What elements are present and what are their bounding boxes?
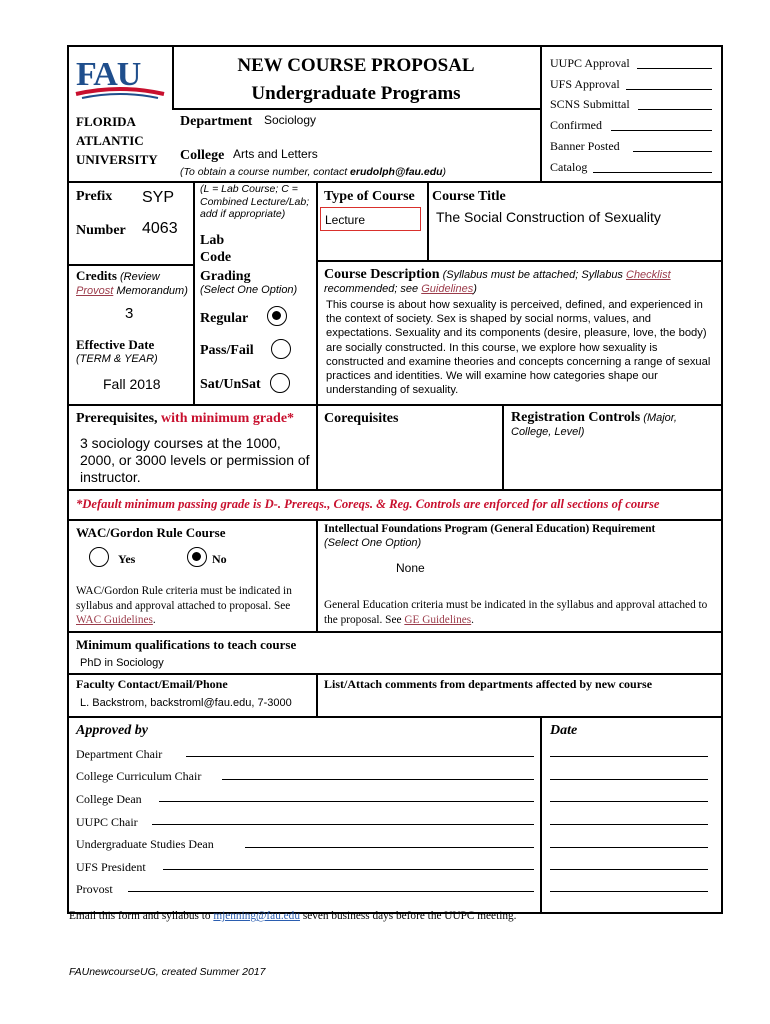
prerequisites-field[interactable]: 3 sociology courses at the 1000, 2000, or 3000 levels or permission of instructor. bbox=[80, 435, 310, 485]
ifp-label: Intellectual Foundations Program (General Education) Requirement bbox=[324, 523, 656, 535]
date-line-ufs-president[interactable] bbox=[550, 869, 708, 870]
signature-line-department-chair[interactable] bbox=[186, 756, 534, 757]
grading-passfail-label: Pass/Fail bbox=[200, 343, 254, 358]
prerequisites-label: Prerequisites, with minimum grade* bbox=[76, 411, 295, 426]
submit-email-link[interactable]: mjenning@fau.edu bbox=[213, 910, 300, 922]
faculty-contact-field[interactable]: L. Backstrom, backstroml@fau.edu, 7-3000 bbox=[80, 697, 292, 709]
date-line-undergraduate-studies-dean[interactable] bbox=[550, 847, 708, 848]
ifp-select[interactable]: None bbox=[396, 561, 425, 575]
effective-date-field[interactable]: Fall 2018 bbox=[103, 376, 161, 392]
department-field[interactable]: Sociology bbox=[264, 113, 317, 127]
signature-line-college-curriculum-chair[interactable] bbox=[222, 779, 534, 780]
date-line-college-dean[interactable] bbox=[550, 801, 708, 802]
email-instruction: Email this form and syllabus to mjenning@fau.edu seven business days before the UUPC meeting. bbox=[69, 910, 517, 922]
wac-criteria-note: WAC/Gordon Rule criteria must be indicated in syllabus and approval attached to proposal. See WAC Guidelines. bbox=[76, 585, 292, 626]
wac-guidelines-link[interactable]: WAC Guidelines bbox=[76, 614, 153, 626]
signature-line-provost[interactable] bbox=[128, 891, 534, 892]
signature-line-undergraduate-studies-dean[interactable] bbox=[245, 847, 534, 848]
grading-regular-radio[interactable] bbox=[267, 306, 287, 326]
syllabus-checklist-link[interactable]: Checklist bbox=[626, 269, 671, 281]
corequisites-label: Corequisites bbox=[324, 411, 399, 426]
course-title-label: Course Title bbox=[432, 189, 506, 204]
approval-scns: SCNS Submittal bbox=[550, 97, 630, 111]
syllabus-guidelines-link[interactable]: Guidelines bbox=[421, 283, 474, 295]
date-line-uupc-chair[interactable] bbox=[550, 824, 708, 825]
approval-catalog: Catalog bbox=[550, 160, 588, 174]
type-of-course-select[interactable] bbox=[320, 207, 421, 231]
grading-satunsat-radio[interactable] bbox=[270, 373, 290, 393]
date-line-department-chair[interactable] bbox=[550, 756, 708, 757]
form-created-note: FAUnewcourseUG, created Summer 2017 bbox=[69, 966, 266, 978]
min-qualifications-field[interactable]: PhD in Sociology bbox=[80, 657, 164, 669]
form-subtitle: Undergraduate Programs bbox=[251, 83, 461, 104]
credits-field[interactable]: 3 bbox=[125, 305, 134, 322]
ifp-note: (Select One Option) bbox=[324, 537, 422, 549]
provost-memo-link[interactable]: Provost bbox=[76, 285, 114, 297]
college-field[interactable]: Arts and Letters bbox=[233, 147, 318, 161]
ge-criteria-note: General Education criteria must be indicated in the syllabus and approval attached to the proposal. See GE Guidelines. bbox=[324, 599, 708, 626]
college-label: College bbox=[180, 148, 225, 163]
approver-department-chair: Department Chair bbox=[76, 747, 163, 761]
comments-label: List/Attach comments from departments affected by new course bbox=[324, 677, 653, 691]
approver-provost: Provost bbox=[76, 882, 113, 896]
lab-code-label: Lab Code bbox=[200, 233, 232, 265]
approver-ufs-president: UFS President bbox=[76, 860, 146, 874]
wac-no-radio[interactable] bbox=[187, 547, 207, 567]
effective-date-note: (TERM & YEAR) bbox=[76, 353, 158, 365]
wac-label: WAC/Gordon Rule Course bbox=[76, 525, 226, 540]
form-title: NEW COURSE PROPOSAL bbox=[237, 55, 475, 76]
approval-ufs: UFS Approval bbox=[550, 77, 620, 91]
number-field[interactable]: 4063 bbox=[142, 220, 178, 237]
date-label: Date bbox=[550, 723, 578, 738]
approval-uupc: UUPC Approval bbox=[550, 56, 630, 70]
prefix-field[interactable]: SYP bbox=[142, 189, 175, 206]
course-description-field[interactable]: This course is about how sexuality is perceived, defined, and experienced in the context of society. Sex is shaped by social norms, values, and expectations. Sexuality and its components (desire, pleasure, love, the body) are socially constructed. In this course, we explore how sexuality is constructed and examine theories and concepts concerning a range of sexual practices and identities. We will examine how categories shape our understanding of sexuality. bbox=[326, 299, 711, 397]
wac-yes-radio[interactable] bbox=[89, 547, 109, 567]
logo-wordmark: FAU bbox=[76, 56, 141, 93]
grading-satunsat-label: Sat/UnSat bbox=[200, 377, 261, 392]
ge-guidelines-link[interactable]: GE Guidelines bbox=[404, 613, 472, 626]
approved-by-label: Approved by bbox=[76, 723, 148, 738]
date-line-provost[interactable] bbox=[550, 891, 708, 892]
university-name: FLORIDA ATLANTIC UNIVERSITY bbox=[76, 114, 158, 167]
faculty-contact-label: Faculty Contact/Email/Phone bbox=[76, 677, 228, 691]
course-title-field[interactable]: The Social Construction of Sexuality bbox=[436, 209, 661, 225]
approver-college-curriculum-chair: College Curriculum Chair bbox=[76, 769, 202, 783]
approver-college-dean: College Dean bbox=[76, 792, 142, 806]
effective-date-label: Effective Date bbox=[76, 337, 155, 352]
signature-line-ufs-president[interactable] bbox=[163, 869, 534, 870]
contact-email: erudolph@fau.edu bbox=[350, 166, 443, 178]
course-description-header: Course Description (Syllabus must be attached; Syllabus Checklist recommended; see Guidelines) bbox=[324, 267, 671, 295]
approver-uupc-chair: UUPC Chair bbox=[76, 815, 138, 829]
number-label: Number bbox=[76, 223, 126, 238]
approval-confirmed: Confirmed bbox=[550, 118, 602, 132]
grading-regular-label: Regular bbox=[200, 311, 249, 326]
fau-logo bbox=[74, 54, 166, 104]
contact-note: (To obtain a course number, contact erudolph@fau.edu) bbox=[180, 166, 447, 178]
department-label: Department bbox=[180, 114, 253, 129]
min-qualifications-label: Minimum qualifications to teach course bbox=[76, 637, 297, 652]
wac-yes-label: Yes bbox=[118, 552, 136, 566]
type-of-course-label: Type of Course bbox=[324, 189, 415, 204]
registration-controls-header: Registration Controls (Major, College, Level) bbox=[511, 410, 677, 438]
signature-line-uupc-chair[interactable] bbox=[152, 824, 534, 825]
grading-note: (Select One Option) bbox=[200, 284, 298, 296]
default-grade-note: *Default minimum passing grade is D-. Prereqs., Coreqs. & Reg. Controls are enforced for all sections of course bbox=[76, 497, 660, 511]
approval-banner: Banner Posted bbox=[550, 139, 620, 153]
prefix-label: Prefix bbox=[76, 189, 113, 204]
credits-header: Credits (Review Provost Memorandum) bbox=[76, 268, 188, 297]
grading-label: Grading bbox=[200, 269, 251, 284]
approver-undergraduate-studies-dean: Undergraduate Studies Dean bbox=[76, 837, 214, 851]
grading-passfail-radio[interactable] bbox=[271, 339, 291, 359]
type-of-course-value: Lecture bbox=[325, 213, 366, 227]
signature-line-college-dean[interactable] bbox=[159, 801, 534, 802]
date-line-college-curriculum-chair[interactable] bbox=[550, 779, 708, 780]
lab-note: (L = Lab Course; C = Combined Lecture/Lab; add if appropriate) bbox=[200, 183, 310, 220]
wac-no-label: No bbox=[212, 552, 227, 566]
